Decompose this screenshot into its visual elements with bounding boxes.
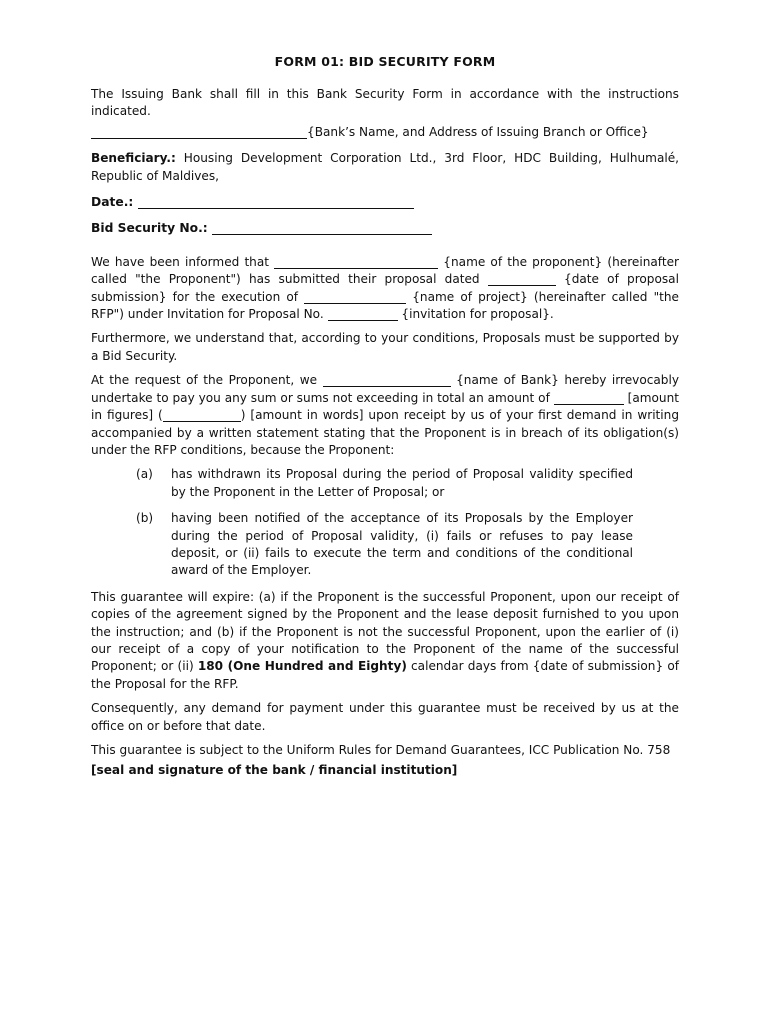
furthermore-paragraph: Furthermore, we understand that, according to your conditions, Proposals must be supported by a Bid Security.	[91, 331, 679, 363]
bid-security-blank[interactable]	[212, 221, 432, 235]
bank-line	[91, 124, 679, 141]
beneficiary-value: Housing Development Corporation Ltd., 3rd Floor, HDC Building, Hulhumalé, Republic of Maldives,	[91, 151, 679, 183]
amount-words-blank[interactable]	[163, 408, 241, 422]
para1-text-4: {name of project} (hereinafter called "the RFP") under Invitation for Proposal No.	[91, 289, 679, 322]
project-name-blank[interactable]	[304, 290, 406, 304]
form-body	[91, 86, 679, 780]
list-item-text: having been notified of the acceptance of its Proposals by the Employer during the period of Proposal validity, (i) fails or refuses to pay lease deposit, or (ii) fails to execute the term and conditions of the conditional award of the Employer.	[171, 511, 633, 578]
list-item-label: (b)	[136, 511, 154, 526]
proposal-date-blank[interactable]	[488, 272, 556, 286]
invitation-no-blank[interactable]	[328, 307, 398, 321]
bank-name-blank[interactable]	[91, 125, 307, 139]
bank-name-inline-blank[interactable]	[323, 373, 451, 387]
beneficiary-paragraph	[91, 150, 679, 185]
consequently-paragraph: Consequently, any demand for payment under this guarantee must be received by us at the office on or before that date.	[91, 701, 679, 733]
bid-security-label: Bid Security No.:	[91, 221, 208, 236]
date-row	[91, 194, 679, 211]
para3-text-1: At the request of the Proponent, we	[91, 373, 318, 388]
intro-text: The Issuing Bank shall fill in this Bank Security Form in accordance with the instructions indicated.	[91, 87, 679, 119]
bank-placeholder-text: {Bank’s Name, and Address of Issuing Branch or Office}	[307, 124, 649, 139]
informed-paragraph	[91, 254, 679, 324]
beneficiary-label: Beneficiary.:	[91, 151, 176, 166]
para1-text-3: {date of proposal submission} for the execution of	[91, 272, 679, 304]
para4-text-1: This guarantee will expire: (a) if the Proponent is the successful Proponent, upon our receipt of copies of the agreement signed by the Proponent and the lease deposit furnished to you upon the instruction; and (b) if the Proponent is not the successful Proponent, upon the earlier of (i) our receipt of a copy of your notification to the Proponent of the name of the successful Proponent; or (ii)	[91, 589, 679, 674]
bid-security-row	[91, 220, 679, 237]
date-label: Date.:	[91, 195, 134, 210]
breach-conditions-list	[136, 466, 633, 579]
form-title: FORM 01: BID SECURITY FORM	[274, 54, 496, 69]
para1-text-1: We have been informed that	[91, 254, 270, 269]
para1-text-5: {invitation for proposal}.	[401, 307, 554, 322]
validity-days-bold: 180 (One Hundred and Eighty)	[197, 659, 407, 674]
icc-paragraph: This guarantee is subject to the Uniform Rules for Demand Guarantees, ICC Publication No. 758	[91, 743, 671, 757]
amount-figures-blank[interactable]	[554, 391, 624, 405]
seal-signature-line: [seal and signature of the bank / financial institution]	[91, 763, 458, 778]
intro-paragraph	[91, 86, 679, 121]
request-paragraph	[91, 372, 679, 459]
para1-text-2: {name of the proponent} (hereinafter called "the Proponent") has submitted their proposal dated	[91, 254, 679, 287]
para4-text-2: calendar days from {date of submission} of the Proposal for the RFP.	[91, 659, 679, 691]
para3-text-4: ) [amount in words] upon receipt by us of your first demand in writing accompanied by a written statement stating that the Proponent is in breach of its obligation(s) under the RFP conditions, because the Proponent:	[91, 408, 679, 457]
para3-text-3: [amount in figures] (	[91, 390, 679, 423]
list-item-label: (a)	[136, 467, 153, 482]
proponent-name-blank[interactable]	[274, 255, 438, 269]
list-item	[136, 466, 633, 501]
expiry-paragraph	[91, 589, 679, 693]
list-item	[136, 510, 633, 580]
para3-text-2: {name of Bank} hereby irrevocably undertake to pay you any sum or sums not exceeding in total an amount of	[91, 373, 679, 405]
date-blank[interactable]	[138, 195, 414, 209]
list-item-text: has withdrawn its Proposal during the period of Proposal validity specified by the Proponent in the Letter of Proposal; or	[171, 467, 633, 499]
